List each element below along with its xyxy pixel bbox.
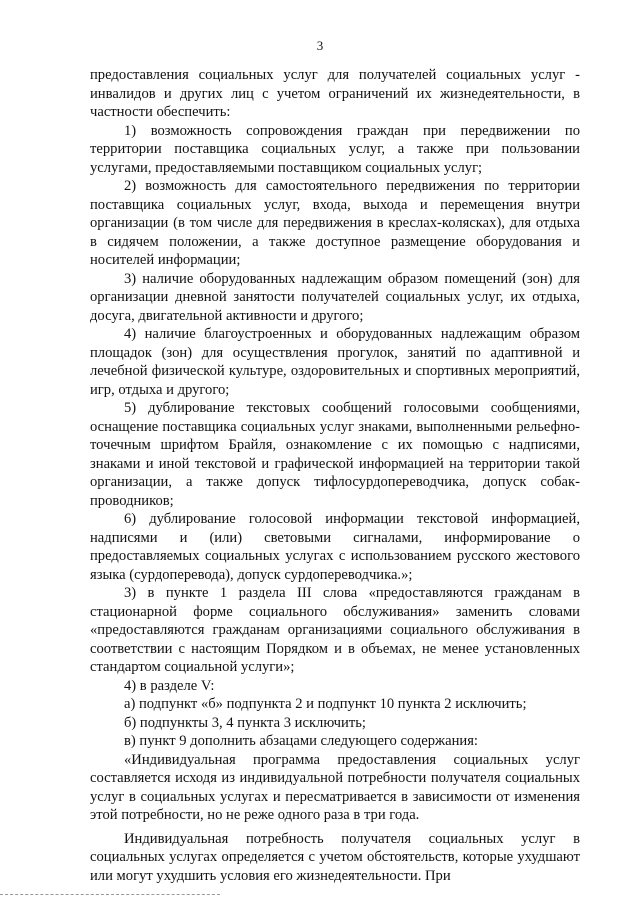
paragraph-quote-need: Индивидуальная потребность получателя социальных услуг в социальных услугах определяется с учетом обстоятельств, которые ухудшают или могут ухудшить условия его жизнедеятельности. При — [90, 830, 580, 884]
paragraph-item-5: 5) дублирование текстовых сообщений голосовыми сообщениями, оснащение поставщика социальных услуг знаками, выполненными рельефно-точечным шрифтом Брайля, ознакомление с их помощью с надписями, знаками и иной текстовой и графической информацией на территории такой организации, а также допуск тифлосурдопереводчика, допуск собак-проводников; — [90, 400, 580, 509]
paragraph-subpoint-b: б) подпункты 3, 4 пункта 3 исключить; — [124, 714, 366, 731]
paragraph-item-3: 3) наличие оборудованных надлежащим образом помещений (зон) для организации дневной занятости получателей социальных услуг, их отдыха, досуга, двигательной активности и другого; — [90, 270, 580, 324]
page-number: 3 — [316, 38, 324, 53]
paragraph-point-4: 4) в разделе V: — [124, 677, 215, 694]
paragraph-quote-program: «Индивидуальная программа предоставления социальных услуг составляется исходя из индивидуальной потребности получателя социальных услуг в социальных услугах и пересматривается в зависимости от изменения этой потребности, но не реже одного раза в три года. — [90, 751, 580, 823]
paragraph-subpoint-v: в) пункт 9 дополнить абзацами следующего содержания: — [124, 733, 478, 749]
paragraph-subpoint-a: а) подпункт «б» подпункта 2 и подпункт 10 пункта 2 исключить; — [124, 696, 527, 712]
document-body — [90, 66, 580, 885]
paragraph-item-1: 1) возможность сопровождения граждан при передвижении по территории поставщика социальных услуг, а также при пользовании услугами, предоставляемыми поставщиком социальных услуг; — [90, 122, 580, 176]
paragraph-item-2: 2) возможность для самостоятельного передвижения по территории поставщика социальных услуг, входа, выхода и перемещения внутри организации (в том числе для передвижения в креслах-колясках), для отдыха в сидячем положении, а также доступное размещение оборудования и носителей информации; — [90, 178, 580, 268]
paragraph-item-6: 6) дублирование голосовой информации текстовой информацией, надписями и (или) световыми сигналами, информирование о предоставляемых социальных услугах с использованием русского жестового языка (сурдоперевода), допуск сурдопереводчика.»; — [90, 511, 580, 583]
paragraph-continuation: предоставления социальных услуг для получателей социальных услуг - инвалидов и других лиц с учетом ограничений их жизнедеятельности, в частности обеспечить: — [90, 67, 580, 120]
paragraph-item-4: 4) наличие благоустроенных и оборудованных надлежащим образом площадок (зон) для осуществления прогулок, занятий по адаптивной и лечебной физической культуре, оздоровительных и спортивных мероприятий, игр, отдыха и другого; — [90, 326, 580, 398]
footer-divider — [0, 894, 220, 895]
paragraph-point-3: 3) в пункте 1 раздела III слова «предоставляются гражданам в стационарной форме социального обслуживания» заменить словами «предоставляются гражданам организациями социального обслуживания в соответствии с настоящим Порядком и в объемах, не менее установленных стандартом социальной услуги»; — [90, 585, 580, 675]
